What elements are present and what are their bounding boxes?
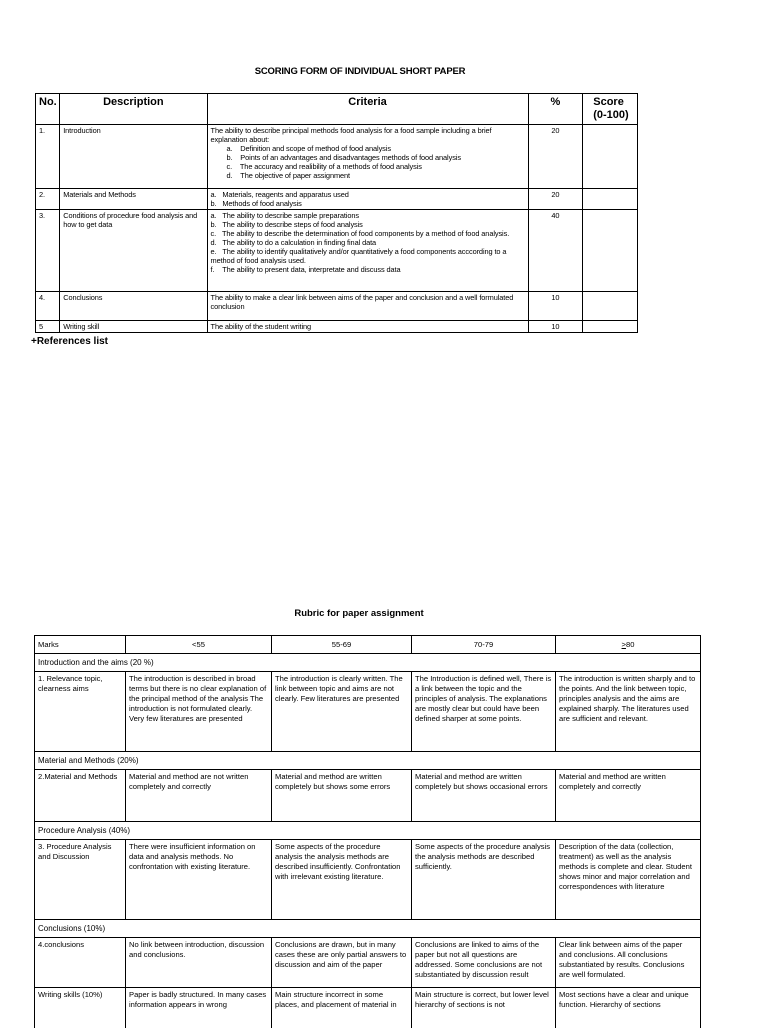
- rubric-criteria-label: 3. Procedure Analysis and Discussion: [35, 840, 126, 920]
- row-criteria: [207, 125, 528, 189]
- header-no: No.: [36, 94, 60, 125]
- row-description: Materials and Methods: [60, 189, 207, 210]
- rubric-section-heading-row: [35, 654, 701, 672]
- row-description: Conditions of procedure food analysis and how to get data: [60, 210, 207, 292]
- row-score: [583, 125, 638, 189]
- criteria-text: The ability to make a clear link between aims of the paper and conclusion and a well formulated conclusion: [210, 293, 514, 311]
- row-criteria: [207, 321, 528, 333]
- criteria-item: f. The ability to present data, interpretate and discuss data: [210, 265, 401, 274]
- rubric-level-cell: There were insufficient information on data and analysis methods. No confrontation with existing literature.: [126, 840, 272, 920]
- scoring-row: [36, 292, 638, 321]
- criteria-item: a. Definition and scope of method of food analysis: [226, 144, 391, 153]
- rubric-level-cell: Material and method are written completely and correctly: [556, 770, 701, 822]
- rubric-section-heading: Introduction and the aims (20 %): [35, 654, 701, 672]
- rubric-level-cell: Material and method are written completely but shows some errors: [272, 770, 412, 822]
- rubric-level-cell: Clear link between aims of the paper and conclusions. All conclusions substantiated by results. Conclusions are well formulated.: [556, 938, 701, 988]
- rubric-level-cell: Some aspects of the procedure analysis the analysis methods are described insufficiently. Confrontation with irrelevant existing literature.: [272, 840, 412, 920]
- ge-symbol: >: [621, 639, 626, 649]
- criteria-text: The ability of the student writing: [210, 322, 312, 331]
- references-note: +References list: [31, 336, 108, 347]
- criteria-item: e. The ability to identify qualitatively and/or quantitatively a food components acccording to a method of food analysis used.: [210, 247, 507, 265]
- rubric-level-cell: Some aspects of the procedure analysis the analysis methods are described sufficiently.: [412, 840, 556, 920]
- row-description: Writing skill: [60, 321, 207, 333]
- rubric-level-cell: Description of the data (collection, treatment) as well as the analysis methods is complete and clear. Student shows minor and major correlation and correspondences with literature: [556, 840, 701, 920]
- rubric-criteria-row: [35, 938, 701, 988]
- criteria-item: c. The ability to describe the determination of food components by a method of food analysis.: [210, 229, 510, 238]
- scoring-row: [36, 189, 638, 210]
- rubric-header-55-69: 55-69: [272, 636, 412, 654]
- row-score: [583, 292, 638, 321]
- row-percent: 40: [528, 210, 583, 292]
- rubric-header-80: 80: [625, 639, 635, 649]
- row-score: [583, 321, 638, 333]
- criteria-item: a. The ability to describe sample preparations: [210, 211, 359, 220]
- rubric-criteria-label: Writing skills (10%): [35, 988, 126, 1028]
- row-score: [583, 210, 638, 292]
- criteria-item: b. Methods of food analysis: [210, 199, 302, 208]
- rubric-level-cell: Main structure is correct, but lower level hierarchy of sections is not: [412, 988, 556, 1028]
- rubric-level-cell: No link between introduction, discussion and conclusions.: [126, 938, 272, 988]
- row-description: Conclusions: [60, 292, 207, 321]
- rubric-criteria-label: 4.conclusions: [35, 938, 126, 988]
- rubric-table: [34, 635, 701, 1028]
- row-percent: 10: [528, 321, 583, 333]
- rubric-criteria-row: [35, 840, 701, 920]
- row-criteria: [207, 292, 528, 321]
- scoring-form-header-row: [36, 94, 638, 125]
- rubric-level-cell: Material and method are not written completely and correctly: [126, 770, 272, 822]
- rubric-level-cell: Conclusions are drawn, but in many cases these are only partial answers to discussion and aim of the paper: [272, 938, 412, 988]
- rubric-section-heading: Material and Methods (20%): [35, 752, 701, 770]
- header-criteria: Criteria: [207, 94, 528, 125]
- rubric-criteria-row: [35, 988, 701, 1028]
- scoring-form-title: SCORING FORM OF INDIVIDUAL SHORT PAPER: [254, 66, 466, 77]
- row-criteria: [207, 210, 528, 292]
- row-score: [583, 189, 638, 210]
- row-number: 1.: [36, 125, 60, 189]
- rubric-header-marks: Marks: [35, 636, 126, 654]
- rubric-section-heading-row: [35, 920, 701, 938]
- rubric-title: Rubric for paper assignment: [294, 608, 424, 619]
- rubric-criteria-row: [35, 770, 701, 822]
- criteria-item: b. Points of an advantages and disadvantages methods of food analysis: [226, 153, 461, 162]
- rubric-header-row: [35, 636, 701, 654]
- criteria-item: c. The accuracy and realibility of a methods of food analysis: [226, 162, 422, 171]
- rubric-level-cell: Most sections have a clear and unique function. Hierarchy of sections: [556, 988, 701, 1028]
- row-description: Introduction: [60, 125, 207, 189]
- rubric-section-heading-row: [35, 752, 701, 770]
- header-score: Score (0-100): [583, 94, 638, 125]
- row-number: 3.: [36, 210, 60, 292]
- scoring-row: [36, 125, 638, 189]
- rubric-level-cell: Conclusions are linked to aims of the paper but not all questions are addressed. Some conclusions are not substantiated by discussion result: [412, 938, 556, 988]
- criteria-item: b. The ability to describe steps of food analysis: [210, 220, 363, 229]
- header-description: Description: [60, 94, 207, 125]
- criteria-item: d. The objective of paper assignment: [226, 171, 350, 180]
- rubric-section-heading: Procedure Analysis (40%): [35, 822, 701, 840]
- rubric-level-cell: Main structure incorrect in some places, and placement of material in: [272, 988, 412, 1028]
- rubric-level-cell: The Introduction is defined well, There is a link between the topic and the principles of analysis. The explanations are mostly clear but could have been defined sharper at some points.: [412, 672, 556, 752]
- rubric-level-cell: Paper is badly structured. In many cases information appears in wrong: [126, 988, 272, 1028]
- rubric-header-ge80: [556, 636, 701, 654]
- rubric-criteria-label: 1. Relevance topic, clearness aims: [35, 672, 126, 752]
- row-number: 4.: [36, 292, 60, 321]
- row-percent: 10: [528, 292, 583, 321]
- rubric-level-cell: Material and method are written completely but shows occasional errors: [412, 770, 556, 822]
- rubric-level-cell: The introduction is described in broad terms but there is no clear explanation of the principal method of the analysis The introduction is not formulated clearly. Very few literatures are presented: [126, 672, 272, 752]
- rubric-header-lt55: <55: [126, 636, 272, 654]
- row-percent: 20: [528, 189, 583, 210]
- criteria-text: The ability to describe principal methods food analysis for a food sample including a brief explanation about:: [210, 126, 492, 144]
- rubric-level-cell: The introduction is written sharply and to the points. And the link between topic, principles analysis and the aims are explained sharply. The literatures used are sufficient and relevant.: [556, 672, 701, 752]
- rubric-header-70-79: 70-79: [412, 636, 556, 654]
- row-criteria: [207, 189, 528, 210]
- scoring-form-table: [35, 93, 638, 333]
- row-percent: 20: [528, 125, 583, 189]
- scoring-row: [36, 321, 638, 333]
- row-number: 5: [36, 321, 60, 333]
- scoring-row: [36, 210, 638, 292]
- criteria-item: d. The ability to do a calculation in finding final data: [210, 238, 377, 247]
- criteria-item: a. Materials, reagents and apparatus used: [210, 190, 349, 199]
- rubric-criteria-label: 2.Material and Methods: [35, 770, 126, 822]
- rubric-criteria-row: [35, 672, 701, 752]
- rubric-section-heading: Conclusions (10%): [35, 920, 701, 938]
- rubric-section-heading-row: [35, 822, 701, 840]
- header-percent: %: [528, 94, 583, 125]
- row-number: 2.: [36, 189, 60, 210]
- rubric-level-cell: The introduction is clearly written. The link between topic and aims are not clearly. Few literatures are presented: [272, 672, 412, 752]
